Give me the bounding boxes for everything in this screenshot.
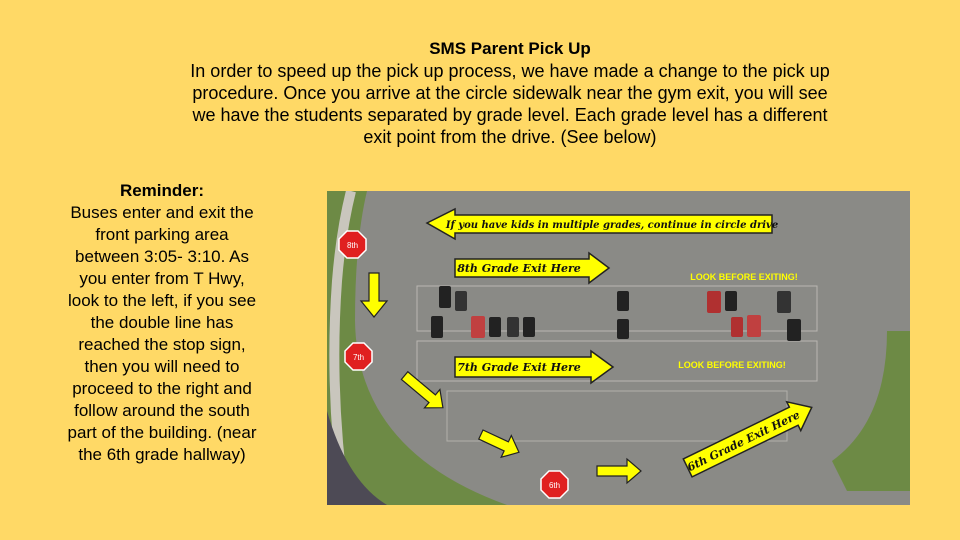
reminder-block — [52, 180, 272, 466]
stop-sign-7th — [345, 343, 372, 370]
parking-lot-map — [327, 191, 910, 505]
look-before-exiting-1: LOOK BEFORE EXITING! — [690, 272, 798, 282]
exit-8th-label: 8th Grade Exit Here — [457, 262, 581, 275]
intro-line-2: procedure. Once you arrive at the circle sidewalk near the gym exit, you will see — [192, 83, 828, 103]
stop-sign-6th — [541, 471, 568, 498]
reminder-line: Buses enter and exit the — [70, 203, 254, 222]
stop-sign-7th-label: 7th — [352, 353, 365, 362]
reminder-line: look to the left, if you see — [67, 291, 257, 310]
reminder-line: reached the stop sign, — [78, 335, 246, 354]
look-before-exiting-2: LOOK BEFORE EXITING! — [678, 360, 786, 370]
stop-sign-8th — [339, 231, 366, 258]
reminder-line: between 3:05- 3:10. As — [75, 247, 249, 266]
reminder-line: follow around the south — [74, 401, 250, 420]
stop-sign-8th-label: 8th — [346, 241, 359, 250]
intro-line-1: In order to speed up the pick up process, we have made a change to the pick up — [190, 61, 830, 81]
aerial-map-svg — [327, 191, 910, 505]
reminder-line: you enter from T Hwy, — [79, 269, 245, 288]
reminder-line: then you will need to — [84, 357, 240, 376]
stop-sign-6th-label: 6th — [548, 481, 561, 490]
intro-line-4: exit point from the drive. (See below) — [363, 127, 657, 147]
page-title: SMS Parent Pick Up — [429, 39, 591, 58]
reminder-line: the double line has — [90, 313, 234, 332]
reminder-line: the 6th grade hallway) — [78, 445, 246, 464]
intro-line-3: we have the students separated by grade level. Each grade level has a different — [192, 105, 828, 125]
reminder-line: part of the building. (near — [67, 423, 257, 442]
reminder-line: proceed to the right and — [72, 379, 252, 398]
reminder-title: Reminder: — [119, 181, 205, 200]
reminder-line: front parking area — [95, 225, 229, 244]
exit-7th-label: 7th Grade Exit Here — [457, 361, 581, 374]
header-text-block — [140, 38, 880, 148]
multiple-grades-label: If you have kids in multiple grades, continue in circle drive — [445, 220, 779, 231]
exit-6th-label: 6th Grade Exit Here — [685, 408, 803, 475]
